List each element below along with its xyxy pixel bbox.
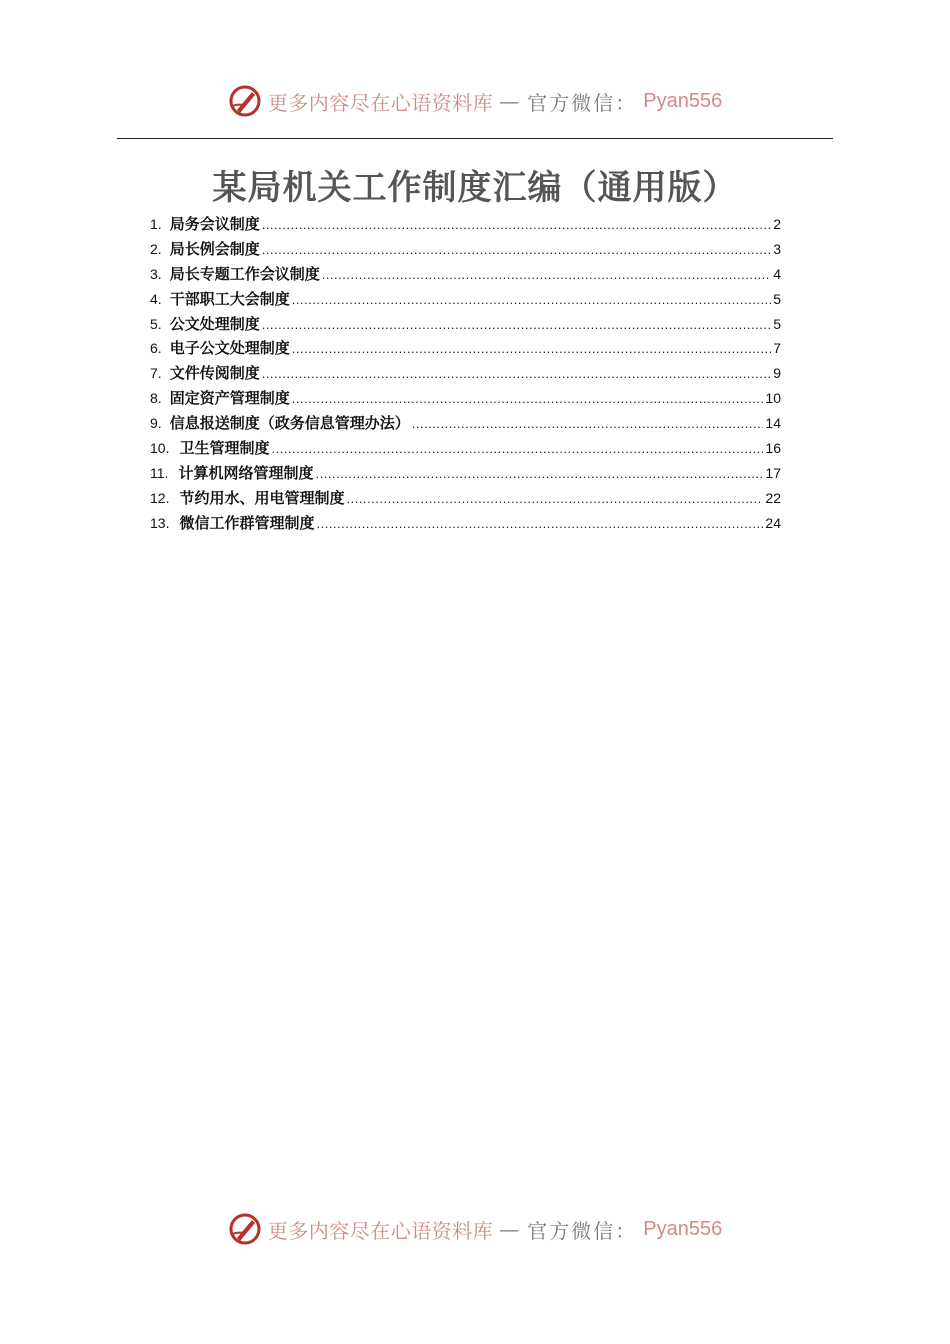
toc-entry-number: 2.	[150, 240, 162, 257]
watermark-separator: —	[499, 89, 522, 113]
toc-entry[interactable]	[150, 461, 781, 486]
toc-entry-page: 9	[773, 365, 781, 382]
toc-entry-number: 13.	[150, 514, 170, 531]
toc-leader-dots	[271, 437, 763, 462]
toc-entry-page: 17	[765, 464, 781, 481]
watermark-text: 更多内容尽在心语资料库	[267, 90, 494, 115]
toc-leader-dots	[316, 512, 763, 537]
toc-entry-page: 5	[773, 290, 781, 307]
toc-entry-page: 14	[765, 415, 781, 432]
toc-leader-dots	[315, 462, 763, 487]
toc-entry-title: 节约用水、用电管理制度	[179, 488, 345, 507]
watermark-label: 官方微信：	[527, 1218, 638, 1243]
toc-entry[interactable]	[150, 436, 781, 461]
toc-leader-dots	[262, 213, 772, 238]
watermark-label: 官方微信：	[527, 90, 638, 115]
header-divider	[117, 138, 833, 139]
toc-leader-dots	[262, 362, 772, 387]
watermark-text: 更多内容尽在心语资料库	[267, 1218, 494, 1243]
toc-entry[interactable]	[150, 312, 781, 337]
toc-entry-title: 局务会议制度	[169, 215, 260, 233]
toc-entry-number: 11.	[150, 464, 169, 481]
toc-entry[interactable]	[150, 237, 781, 262]
toc-entry-number: 6.	[150, 340, 162, 357]
toc-entry[interactable]	[150, 386, 781, 411]
toc-leader-dots	[262, 313, 772, 338]
toc-entry[interactable]	[150, 411, 781, 436]
toc-entry-number: 12.	[150, 489, 170, 506]
header-watermark	[0, 84, 950, 118]
toc-entry[interactable]	[150, 287, 781, 312]
toc-entry[interactable]	[150, 336, 781, 361]
toc-entry-title: 公文处理制度	[169, 314, 260, 333]
toc-entry-title: 电子公文处理制度	[169, 339, 290, 358]
toc-entry-page: 5	[773, 315, 781, 332]
toc-entry-page: 24	[765, 514, 781, 531]
toc-entry[interactable]	[150, 262, 781, 287]
toc-entry-title: 信息报送制度（政务信息管理办法）	[169, 414, 410, 433]
toc-entry-page: 22	[765, 489, 781, 506]
toc-entry-title: 干部职工大会制度	[169, 289, 290, 308]
toc-entry-number: 4.	[150, 290, 162, 307]
toc-entry-title: 文件传阅制度	[169, 364, 260, 383]
toc-entry-number: 8.	[150, 390, 162, 407]
toc-entry-title: 微信工作群管理制度	[179, 513, 315, 532]
toc-entry-number: 5.	[150, 315, 162, 332]
toc-entry-title: 计算机网络管理制度	[178, 463, 314, 482]
footer-watermark	[0, 1212, 950, 1246]
toc-entry-number: 1.	[150, 216, 162, 232]
watermark-wechat-id: Pyan556	[643, 89, 723, 112]
toc-entry-number: 7.	[150, 365, 162, 382]
toc-entry-page: 7	[773, 340, 781, 357]
pen-logo-icon	[228, 1212, 262, 1246]
table-of-contents	[150, 212, 781, 536]
toc-entry-title: 固定资产管理制度	[169, 389, 290, 408]
toc-entry[interactable]	[150, 486, 781, 511]
toc-entry-number: 3.	[150, 265, 162, 282]
toc-entry-page: 3	[773, 240, 781, 257]
toc-leader-dots	[346, 487, 763, 512]
toc-entry-title: 局长专题工作会议制度	[169, 264, 320, 283]
toc-entry-page: 10	[765, 390, 781, 407]
watermark-separator: —	[499, 1217, 522, 1241]
toc-leader-dots	[412, 412, 764, 437]
toc-entry[interactable]	[150, 511, 781, 536]
toc-entry-page: 2	[773, 216, 781, 232]
document-title: 某局机关工作制度汇编（通用版）	[212, 168, 738, 208]
watermark-wechat-id: Pyan556	[643, 1217, 723, 1240]
toc-entry-number: 10.	[150, 440, 170, 457]
toc-entry-number: 9.	[150, 415, 162, 432]
toc-entry-page: 4	[773, 265, 781, 282]
toc-entry-page: 16	[765, 440, 781, 457]
toc-leader-dots	[292, 288, 772, 313]
toc-leader-dots	[292, 387, 764, 412]
toc-entry-title: 卫生管理制度	[179, 439, 270, 458]
toc-leader-dots	[322, 263, 772, 288]
toc-entry[interactable]	[150, 212, 781, 237]
toc-entry[interactable]	[150, 361, 781, 386]
toc-leader-dots	[292, 337, 772, 362]
pen-logo-icon	[228, 84, 262, 118]
toc-entry-title: 局长例会制度	[169, 239, 260, 258]
toc-leader-dots	[262, 238, 772, 263]
